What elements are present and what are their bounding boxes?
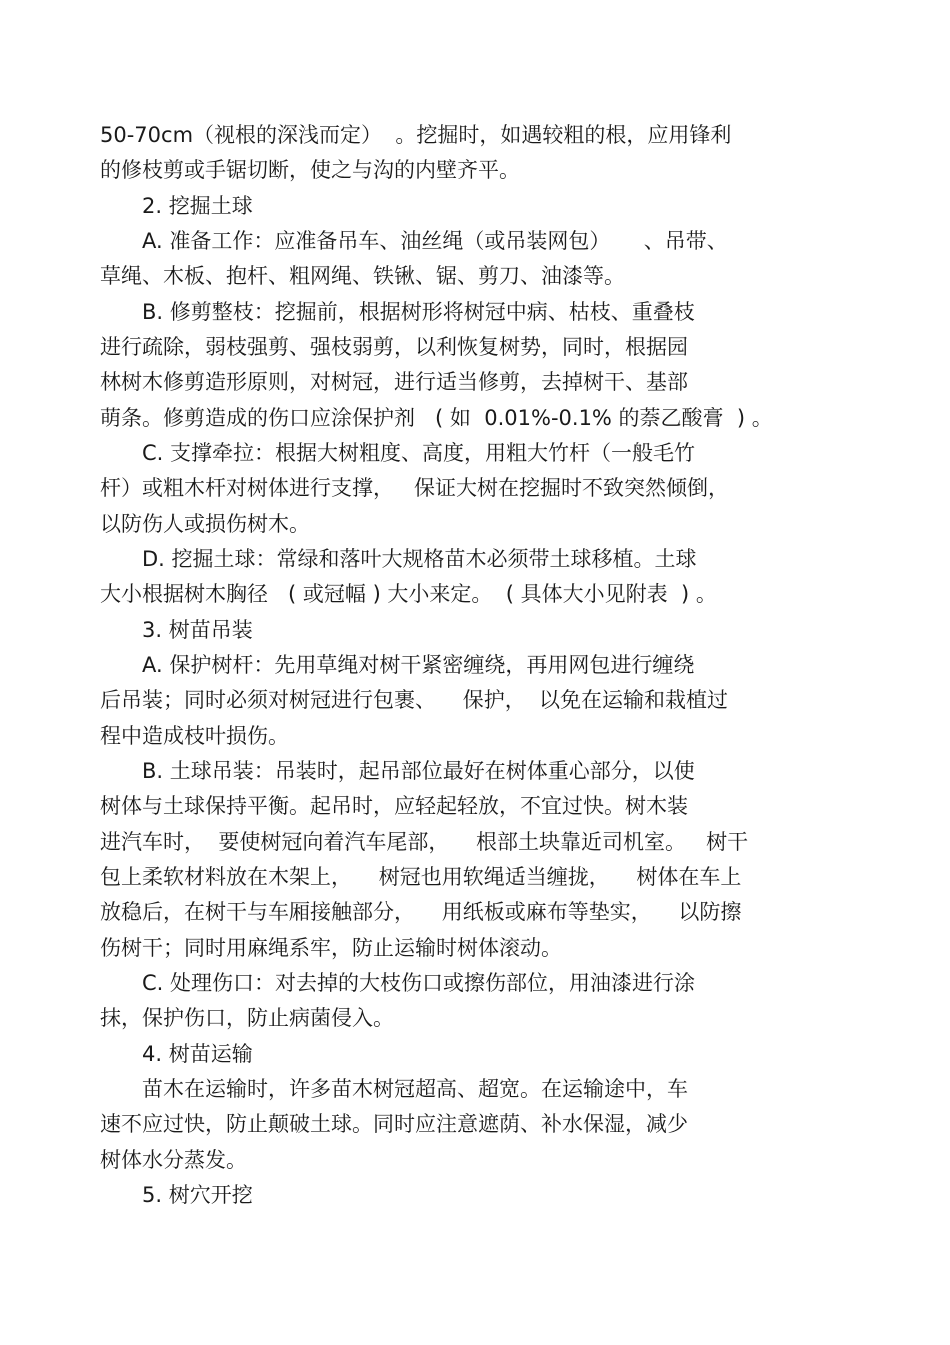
text-line: 草绳、木板、抱杆、粗网绳、铁锹、锯、剪刀、油漆等。 (100, 264, 625, 288)
section-heading: 4. 树苗运输 (142, 1042, 253, 1066)
text-line: 树体水分蒸发。 (100, 1148, 247, 1172)
text-line: 抹，保护伤口，防止病菌侵入。 (100, 1006, 394, 1030)
text-line: 的修枝剪或手锯切断，使之与沟的内壁齐平。 (100, 158, 520, 182)
text-line: 杆）或粗木杆对树体进行支撑， 保证大树在挖掘时不致突然倾倒， (100, 476, 730, 500)
section-heading: 2. 挖掘土球 (142, 194, 253, 218)
text-line: 以防伤人或损伤树木。 (100, 512, 310, 536)
text-line: C. 处理伤口：对去掉的大枝伤口或擦伤部位，用油漆进行涂 (142, 971, 696, 995)
text-line: 进行疏除，弱枝强剪、强枝弱剪，以利恢复树势，同时，根据园 (100, 335, 688, 359)
text-line: B. 土球吊装：吊装时，起吊部位最好在树体重心部分，以使 (142, 759, 695, 783)
text-line: A. 准备工作：应准备吊车、油丝绳（或吊装网包） 、吊带、 (142, 229, 728, 253)
text-line: 50-70cm（视根的深浅而定） 。挖掘时，如遇较粗的根，应用锋利 (100, 123, 732, 147)
text-line: 大小根据树木胸径 ( 或冠幅 ) 大小来定。 ( 具体大小见附表 ) 。 (100, 582, 717, 606)
text-line: 程中造成枝叶损伤。 (100, 724, 289, 748)
text-line: D. 挖掘土球：常绿和落叶大规格苗木必须带土球移植。土球 (142, 547, 697, 571)
text-line: 树体与土球保持平衡。起吊时，应轻起轻放，不宜过快。树木装 (100, 794, 688, 818)
text-line: 进汽车时， 要使树冠向着汽车尾部， 根部土块靠近司机室。 树干 (100, 830, 749, 854)
section-heading: 5. 树穴开挖 (142, 1183, 253, 1207)
text-line: 苗木在运输时，许多苗木树冠超高、超宽。在运输途中，车 (142, 1077, 688, 1101)
text-line: A. 保护树杆：先用草绳对树干紧密缠绕，再用网包进行缠绕 (142, 653, 695, 677)
text-line: C. 支撑牵拉：根据大树粗度、高度，用粗大竹杆（一般毛竹 (142, 441, 696, 465)
text-line: B. 修剪整枝：挖掘前，根据树形将树冠中病、枯枝、重叠枝 (142, 300, 695, 324)
section-heading: 3. 树苗吊装 (142, 618, 253, 642)
text-line: 放稳后，在树干与车厢接触部分， 用纸板或麻布等垫实， 以防擦 (100, 900, 742, 924)
text-line: 萌条。修剪造成的伤口应涂保护剂 ( 如 0.01%-0.1% 的萘乙酸膏 ) 。 (100, 406, 773, 430)
text-line: 后吊装；同时必须对树冠进行包裹、 保护， 以免在运输和栽植过 (100, 688, 729, 712)
text-line: 林树木修剪造形原则，对树冠，进行适当修剪，去掉树干、基部 (100, 370, 688, 394)
text-line: 伤树干；同时用麻绳系牢，防止运输时树体滚动。 (100, 936, 562, 960)
text-line: 包上柔软材料放在木架上， 树冠也用软绳适当缠拢， 树体在车上 (100, 865, 742, 889)
text-line: 速不应过快，防止颠破土球。同时应注意遮荫、补水保湿，减少 (100, 1112, 688, 1136)
